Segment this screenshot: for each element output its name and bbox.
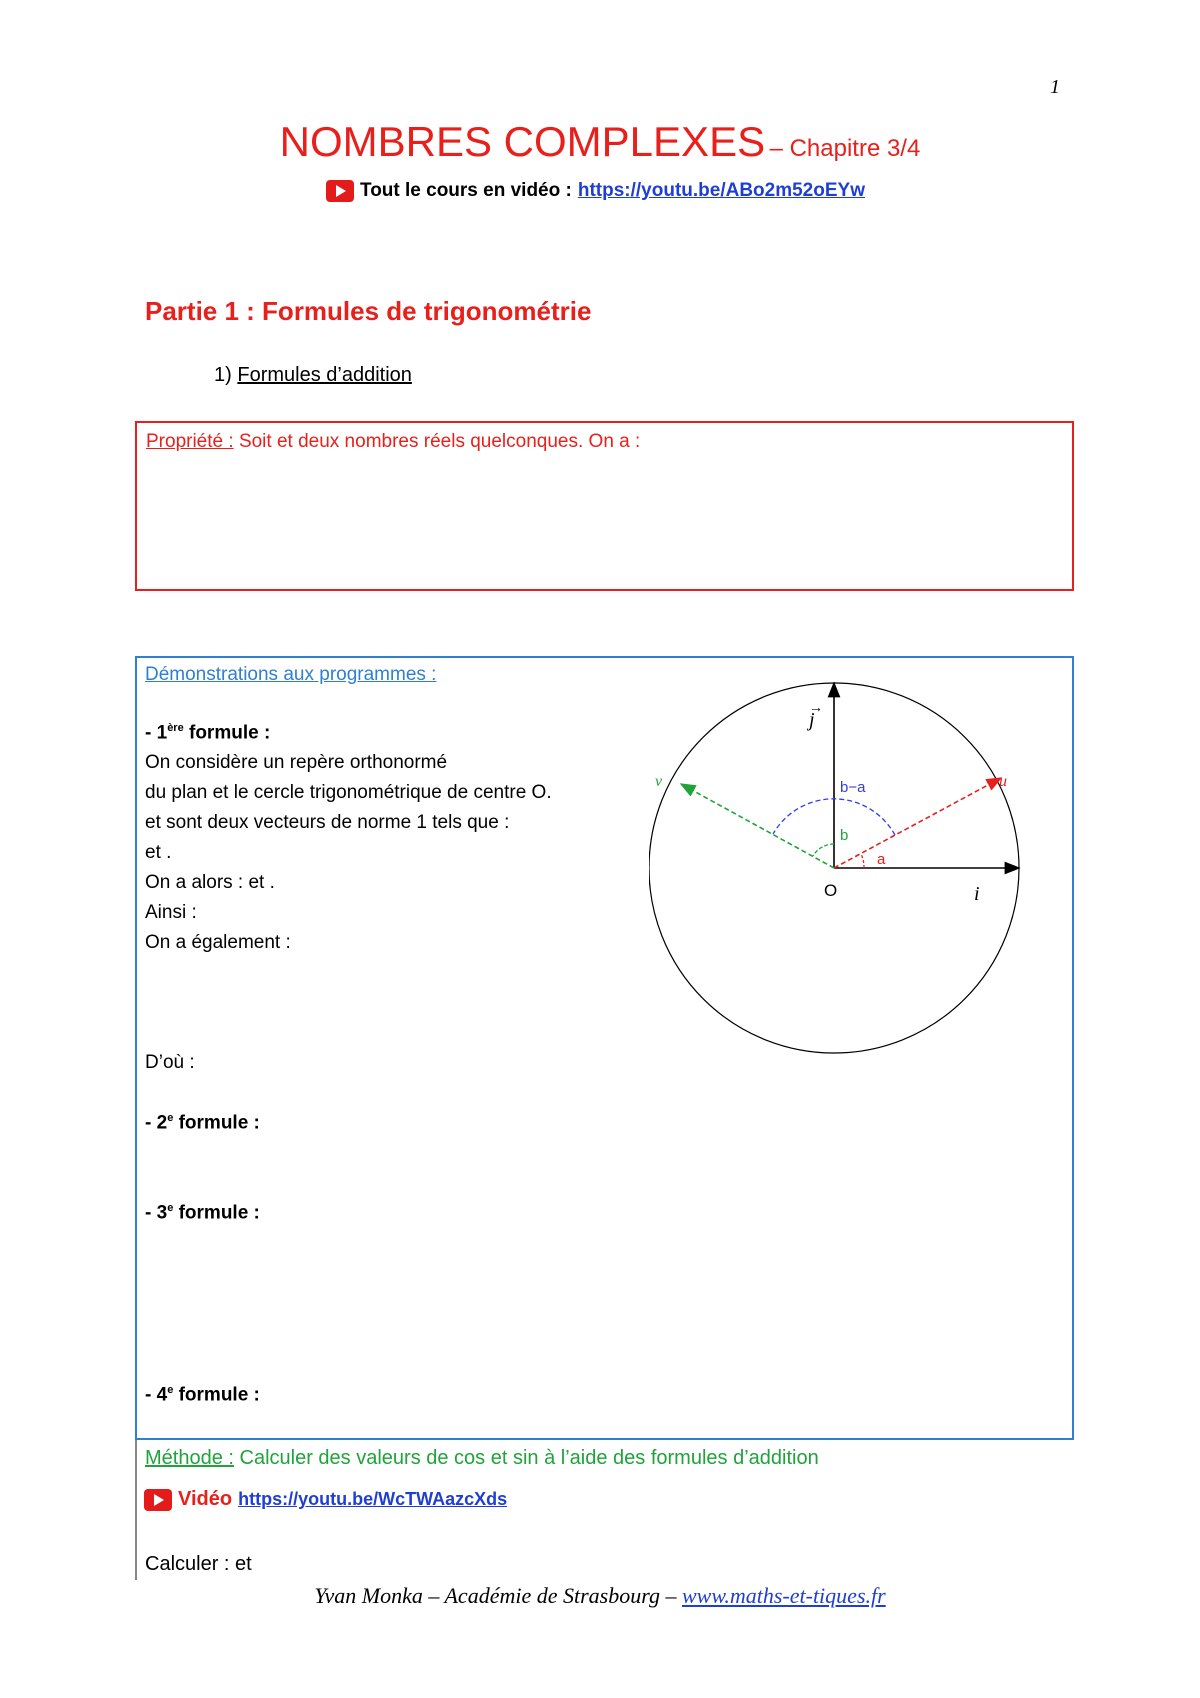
methode-video-line <box>144 1488 507 1511</box>
footer-link[interactable]: www.maths-et-tiques.fr <box>681 1583 886 1608</box>
formule-4-suffix: formule : <box>173 1384 260 1406</box>
demo-line: et sont deux vecteurs de norme 1 tels que : <box>145 812 510 833</box>
page-footer <box>0 1583 1200 1609</box>
demonstrations-box <box>135 656 1074 1440</box>
label-b: b <box>840 827 849 844</box>
methode-label: Méthode : <box>145 1447 234 1469</box>
label-origin: O <box>824 881 838 900</box>
demo-line: On a alors : et . <box>145 872 275 893</box>
formule-2-prefix: - 2 <box>145 1112 168 1134</box>
label-i: i <box>974 883 980 905</box>
title-main: NOMBRES COMPLEXES <box>279 118 766 165</box>
formule-2-suffix: formule : <box>173 1112 260 1134</box>
course-video-link[interactable]: https://youtu.be/ABo2m52oEYw <box>577 180 865 201</box>
demo-line: Ainsi : <box>145 902 197 923</box>
formule-1-heading <box>145 722 270 744</box>
formule-3-prefix: - 3 <box>145 1202 168 1224</box>
propriete-label: Propriété : <box>146 431 234 452</box>
course-video-label: Tout le cours en vidéo : <box>360 180 572 201</box>
formule-3-heading <box>145 1202 260 1224</box>
formule-1-suffix: formule : <box>183 722 271 744</box>
propriete-text <box>146 431 640 453</box>
demonstrations-title: Démonstrations aux programmes : <box>145 664 437 685</box>
page-title <box>0 118 1200 166</box>
formule-1-prefix: - 1 <box>145 722 168 744</box>
section-1-title: Formules d’addition <box>237 364 412 386</box>
margin-line <box>135 1440 137 1580</box>
youtube-play-icon[interactable] <box>326 180 354 202</box>
methode-text: Calculer des valeurs de cos et sin à l’aide des formules d’addition <box>233 1447 819 1469</box>
label-u: u <box>999 773 1007 790</box>
section-1-heading <box>214 364 412 387</box>
formule-4-heading <box>145 1384 260 1406</box>
formule-4-sup: e <box>167 1384 174 1396</box>
footer-text: Yvan Monka – Académie de Strasbourg – <box>314 1583 682 1608</box>
label-a: a <box>877 851 886 868</box>
label-j-arrow: → <box>809 699 823 715</box>
label-b-minus-a: b−a <box>840 779 866 796</box>
dou-line: D’où : <box>145 1052 195 1073</box>
methode-video-link[interactable]: https://youtu.be/WcTWAazcXds <box>238 1489 508 1509</box>
formule-3-suffix: formule : <box>173 1202 260 1224</box>
partie-1-heading: Partie 1 : Formules de trigonométrie <box>145 296 592 326</box>
propriete-body: Soit et deux nombres réels quelconques. On a : <box>238 431 641 452</box>
formule-2-sup: e <box>167 1112 174 1124</box>
trig-circle-diagram <box>649 678 1049 1058</box>
formule-3-sup: e <box>167 1202 174 1214</box>
title-sub: – Chapitre 3/4 <box>769 135 921 162</box>
formule-2-heading <box>145 1112 260 1134</box>
calculer-line: Calculer : et <box>145 1553 252 1575</box>
label-v: v <box>655 773 663 790</box>
demo-line: du plan et le cercle trigonométrique de centre O. <box>145 782 552 803</box>
methode-line <box>145 1447 819 1470</box>
formule-4-prefix: - 4 <box>145 1384 168 1406</box>
demo-line: et . <box>145 842 172 863</box>
vector-v-arrow <box>681 784 834 868</box>
section-1-number: 1) <box>214 364 232 386</box>
arc-a <box>861 854 864 868</box>
propriete-box <box>135 421 1074 591</box>
arc-b <box>813 844 834 856</box>
label-j: j <box>809 709 815 731</box>
page-number: 1 <box>1050 76 1060 98</box>
methode-video-label: Vidéo <box>178 1488 233 1510</box>
demo-line: On considère un repère orthonormé <box>145 752 448 773</box>
demo-line: On a également : <box>145 932 291 953</box>
formule-1-sup: ère <box>167 722 184 734</box>
youtube-play-icon[interactable] <box>144 1489 172 1511</box>
course-video-line <box>326 180 865 202</box>
